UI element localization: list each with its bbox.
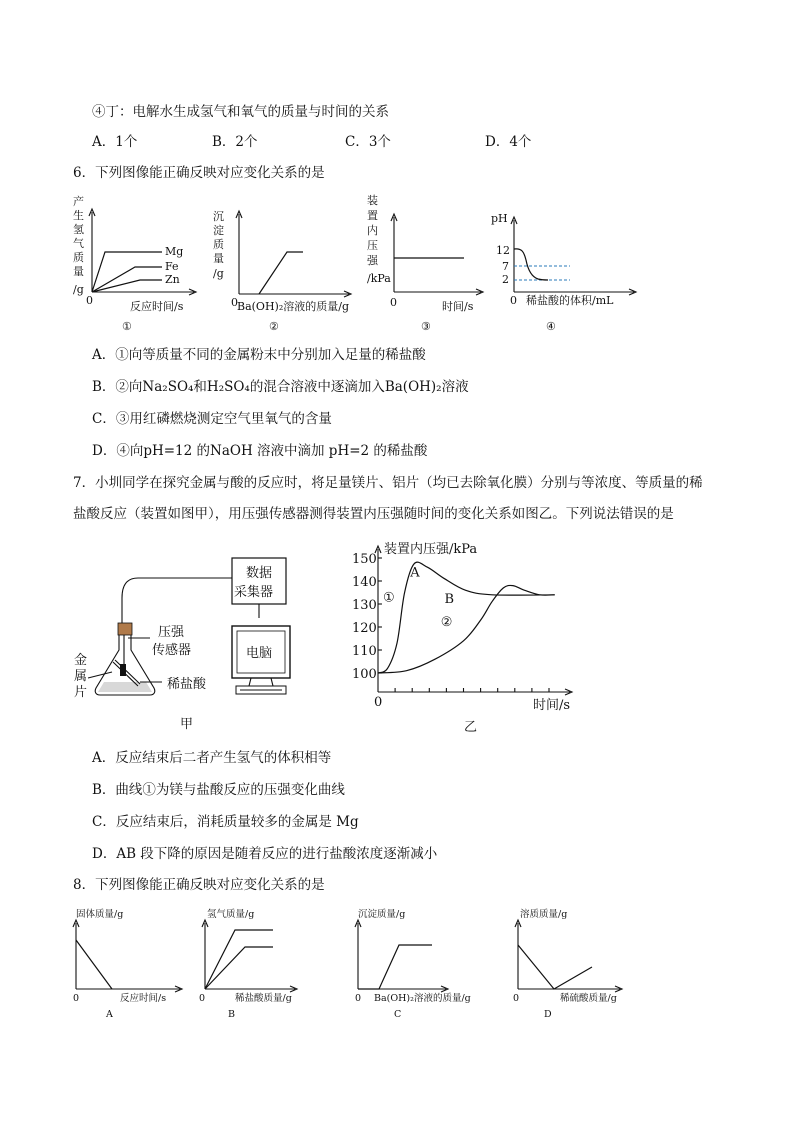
- q6-g3-origin: 0: [390, 296, 397, 309]
- q7-option-d: D．AB 段下降的原因是随着反应的进行盐酸浓度逐渐减小: [92, 846, 438, 862]
- svg-text:量: 量: [73, 265, 84, 278]
- svg-text:强: 强: [367, 254, 378, 267]
- svg-text:质: 质: [213, 238, 224, 251]
- svg-text:淀: 淀: [213, 224, 224, 237]
- q8-gc-letter: C: [394, 1009, 402, 1020]
- q8-ga-origin: 0: [73, 993, 80, 1004]
- q6-g3-ylabel: [367, 193, 391, 285]
- q6-g1-label-fe: Fe: [165, 260, 179, 273]
- svg-text:装: 装: [367, 194, 378, 207]
- q6-graph-3: [362, 192, 487, 334]
- svg-text:/g: /g: [73, 283, 84, 296]
- metal-label-2: 属: [74, 669, 88, 684]
- q6-option-a: A．①向等质量不同的金属粉末中分别加入足量的稀盐酸: [92, 347, 426, 363]
- q8-gc-curve: [358, 945, 432, 989]
- q8-gd-ylabel: 溶质质量/g: [520, 909, 568, 920]
- q6-option-c: C．③用红磷燃烧测定空气里氧气的含量: [92, 411, 332, 427]
- q5-item4: ④丁：电解水生成氢气和氧气的质量与时间的关系: [92, 104, 389, 120]
- svg-text:生: 生: [73, 209, 84, 222]
- q8-gd-origin: 0: [513, 993, 520, 1004]
- sensor-label-2: 传感器: [152, 643, 192, 658]
- q7-chart-origin: 0: [374, 695, 383, 710]
- q6-g2-index: ②: [269, 320, 279, 333]
- q7-chart-ytick: 140: [352, 575, 377, 590]
- q7-chart-ytick: 120: [352, 621, 377, 636]
- q6-g4-ylabel: pH: [491, 212, 508, 225]
- svg-text:数据: 数据: [246, 566, 273, 581]
- q6-g4-curve: [514, 249, 548, 280]
- svg-text:气: 气: [73, 237, 84, 250]
- svg-text:质: 质: [73, 251, 84, 264]
- q8-gc-ylabel: 沉淀质量/g: [358, 909, 406, 920]
- q8-gc-origin: 0: [355, 993, 362, 1004]
- q6-g4-index: ④: [546, 320, 556, 333]
- q6-g1-xlabel: 反应时间/s: [130, 300, 184, 313]
- erlenmeyer-flask: [95, 623, 155, 695]
- metal-label-3: 片: [74, 685, 88, 700]
- q5-option-a: A．1个: [92, 134, 138, 150]
- q7-option-b: B．曲线①为镁与盐酸反应的压强变化曲线: [92, 782, 345, 798]
- sensor-label-1: 压强: [158, 625, 185, 640]
- q5-option-d: D．4个: [485, 134, 532, 150]
- q7-chart-series-label-1: ①: [383, 590, 395, 606]
- svg-text:/kPa: /kPa: [367, 272, 391, 285]
- q7-chart-point-b: B: [444, 591, 455, 607]
- acid-label: 稀盐酸: [167, 677, 207, 692]
- svg-text:置: 置: [367, 209, 378, 222]
- computer-label: 电脑: [246, 646, 273, 661]
- q7-chart-series-2: [378, 585, 555, 673]
- q7-chart-ylabel: 装置内压强/kPa: [384, 542, 478, 557]
- q7-chart-ytick: 110: [352, 644, 377, 659]
- q8-graph-d: [510, 905, 640, 1020]
- q6-g3-xlabel: 时间/s: [442, 300, 474, 313]
- q6-g1-index: ①: [122, 320, 132, 333]
- q7-option-c: C．反应结束后，消耗质量较多的金属是 Mg: [92, 814, 359, 830]
- q7-pressure-chart: [340, 535, 590, 735]
- q6-g3-index: ③: [421, 320, 431, 333]
- q8-graph-c: [352, 905, 492, 1020]
- q6-g4-origin: 0: [510, 294, 517, 307]
- svg-text:沉: 沉: [213, 210, 224, 223]
- q6-g4-tick-2: 2: [502, 273, 509, 286]
- q6-graph-2: [207, 192, 367, 334]
- q6-graph-1: [70, 192, 200, 334]
- q6-g4-tick-12: 12: [496, 244, 510, 257]
- q6-g2-curve: [259, 252, 303, 294]
- q7-option-a: A．反应结束后二者产生氢气的体积相等: [92, 750, 332, 766]
- q7-chart-ytick: 150: [352, 552, 377, 567]
- q6-g2-xlabel: Ba(OH)₂溶液的质量/g: [237, 300, 349, 313]
- q6-graph-4: [490, 192, 640, 334]
- svg-text:产: 产: [73, 195, 84, 208]
- q7-chart-point-a: A: [410, 565, 420, 581]
- svg-text:压: 压: [367, 239, 378, 252]
- apparatus-caption: 甲: [180, 717, 194, 732]
- q8-gd-letter: D: [544, 1009, 552, 1020]
- q6-g2-ylabel: [213, 210, 224, 280]
- q8-graph-b: [195, 905, 305, 1020]
- q8-gd-curve: [518, 945, 592, 989]
- q5-option-c: C．3个: [345, 134, 391, 150]
- q6-g1-label-zn: Zn: [165, 273, 180, 286]
- q7-chart-xlabel: 时间/s: [533, 698, 571, 713]
- q7-chart-series-1: [378, 562, 555, 673]
- q6-stem: 6．下列图像能正确反映对应变化关系的是: [73, 165, 325, 181]
- q7-apparatus-diagram: [68, 550, 328, 735]
- q8-ga-curve: [76, 940, 112, 989]
- q8-ga-letter: A: [106, 1009, 113, 1020]
- q8-gb-xlabel: 稀盐酸质量/g: [235, 993, 292, 1004]
- svg-text:氢: 氢: [73, 223, 84, 236]
- q6-g1-label-mg: Mg: [165, 245, 184, 258]
- q6-g1-origin: 0: [86, 294, 93, 307]
- q8-stem: 8．下列图像能正确反映对应变化关系的是: [73, 877, 325, 893]
- q7-chart-series-label-2: ②: [440, 614, 453, 630]
- q6-g2-origin: 0: [231, 296, 238, 309]
- svg-text:采集器: 采集器: [234, 585, 274, 600]
- q8-gd-xlabel: 稀硫酸质量/g: [560, 993, 617, 1004]
- q8-gb-curve-1: [205, 930, 273, 989]
- q8-ga-ylabel: 固体质量/g: [76, 909, 124, 920]
- q8-ga-xlabel: 反应时间/s: [120, 993, 167, 1004]
- q8-gb-origin: 0: [199, 993, 206, 1004]
- q7-stem-line1: 7．小圳同学在探究金属与酸的反应时，将足量镁片、铝片（均已去除氧化膜）分别与等浓度、等质量的稀: [73, 475, 703, 491]
- q8-gb-letter: B: [228, 1009, 235, 1020]
- q7-stem-line2: 盐酸反应（装置如图甲），用压强传感器测得装置内压强随时间的变化关系如图乙。下列说法错误的是: [73, 506, 674, 522]
- metal-label-1: 金: [74, 653, 88, 668]
- q6-g1-ylabel: [73, 194, 84, 296]
- svg-text:量: 量: [213, 252, 224, 265]
- q6-option-d: D．④向pH=12 的NaOH 溶液中滴加 pH=2 的稀盐酸: [92, 443, 428, 459]
- q8-graph-a: [70, 905, 190, 1020]
- q7-chart-caption: 乙: [464, 720, 478, 735]
- q5-option-b: B．2个: [212, 134, 258, 150]
- svg-text:/g: /g: [213, 267, 224, 280]
- q8-gb-ylabel: 氢气质量/g: [207, 909, 255, 920]
- q6-g4-xlabel: 稀盐酸的体积/mL: [526, 294, 614, 307]
- q8-gc-xlabel: Ba(OH)₂溶液的质量/g: [374, 993, 471, 1004]
- q6-g4-tick-7: 7: [502, 260, 509, 273]
- q7-chart-ytick: 100: [352, 667, 377, 682]
- q7-chart-ytick: 130: [352, 598, 377, 613]
- q6-option-b: B．②向Na₂SO₄和H₂SO₄的混合溶液中逐滴加入Ba(OH)₂溶液: [92, 379, 469, 395]
- svg-text:内: 内: [367, 224, 378, 237]
